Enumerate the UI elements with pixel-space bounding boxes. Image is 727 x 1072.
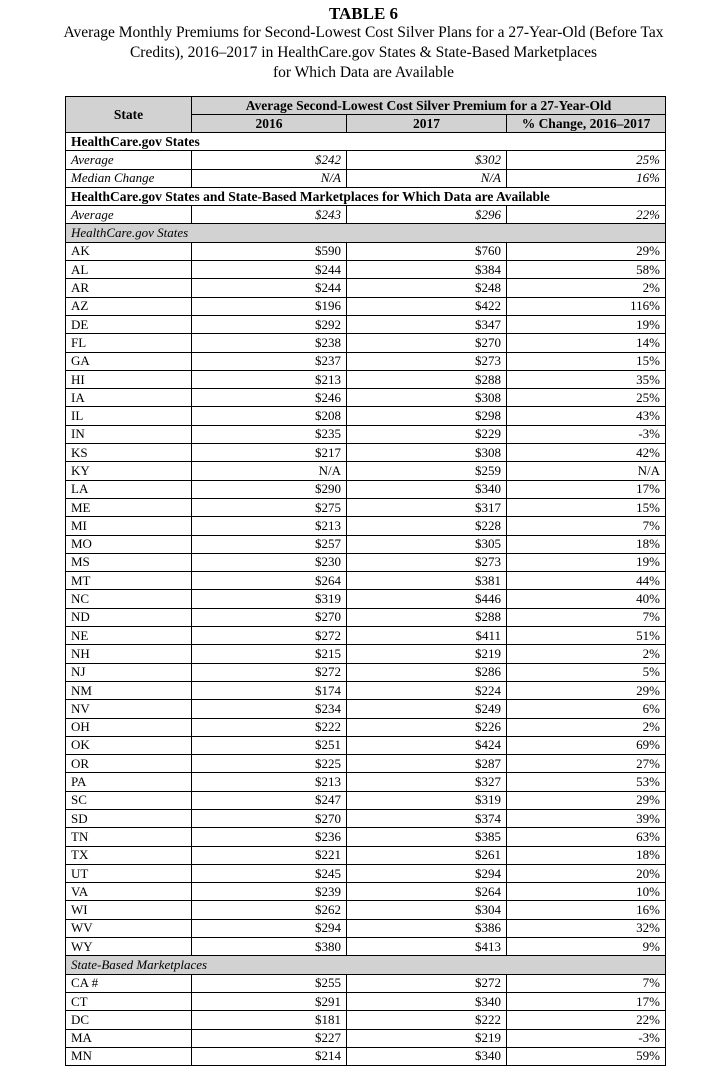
state-cell: OR (66, 755, 192, 773)
value-2016: $262 (192, 901, 347, 919)
value-change: 51% (507, 627, 666, 645)
table-row (66, 315, 666, 333)
state-cell: MO (66, 535, 192, 553)
value-2016: N/A (192, 462, 347, 480)
value-2017: $261 (347, 846, 507, 864)
state-cell: NH (66, 645, 192, 663)
value-2016: $227 (192, 1029, 347, 1047)
value-2017: $302 (347, 151, 507, 169)
state-cell: IA (66, 389, 192, 407)
value-2017: $385 (347, 828, 507, 846)
value-2017: $294 (347, 864, 507, 882)
table-row (66, 791, 666, 809)
value-2017: $264 (347, 883, 507, 901)
table-header (66, 97, 666, 133)
value-change: 27% (507, 755, 666, 773)
value-2017: $305 (347, 535, 507, 553)
table-row (66, 279, 666, 297)
value-2017: $381 (347, 572, 507, 590)
state-cell: MA (66, 1029, 192, 1047)
state-cell: SC (66, 791, 192, 809)
table-row (66, 389, 666, 407)
value-2016: $174 (192, 681, 347, 699)
premium-group-header: Average Second-Lowest Cost Silver Premium for a 27-Year-Old (192, 97, 666, 115)
value-2017: $259 (347, 462, 507, 480)
value-change: 17% (507, 992, 666, 1010)
table-row (66, 407, 666, 425)
value-2016: $225 (192, 755, 347, 773)
value-change: 29% (507, 242, 666, 260)
subsection-row (66, 956, 666, 974)
table-row (66, 517, 666, 535)
value-2016: $237 (192, 352, 347, 370)
value-2017: $287 (347, 755, 507, 773)
value-2017: $760 (347, 242, 507, 260)
value-2017: $229 (347, 425, 507, 443)
value-2017: $411 (347, 627, 507, 645)
table-row (66, 261, 666, 279)
subtitle-line: Credits), 2016–2017 in HealthCare.gov States & State-Based Marketplaces (129, 44, 598, 61)
table-row (66, 681, 666, 699)
value-change: 39% (507, 809, 666, 827)
state-cell: OK (66, 736, 192, 754)
value-change: 15% (507, 352, 666, 370)
value-2016: $222 (192, 718, 347, 736)
value-2017: $219 (347, 1029, 507, 1047)
table-row (66, 535, 666, 553)
state-cell: AR (66, 279, 192, 297)
value-2016: $181 (192, 1011, 347, 1029)
value-change: 22% (507, 206, 666, 224)
header-row (66, 97, 666, 115)
state-cell: LA (66, 480, 192, 498)
value-change: 58% (507, 261, 666, 279)
value-2016: $272 (192, 627, 347, 645)
state-cell: TN (66, 828, 192, 846)
state-cell: CT (66, 992, 192, 1010)
value-change: 35% (507, 370, 666, 388)
summary-row (66, 169, 666, 187)
state-cell: SD (66, 809, 192, 827)
value-2017: $374 (347, 809, 507, 827)
value-2017: $319 (347, 791, 507, 809)
value-2016: $230 (192, 553, 347, 571)
state-cell: NJ (66, 663, 192, 681)
value-2016: $590 (192, 242, 347, 260)
table-title: TABLE 6 (328, 4, 399, 23)
value-change: 42% (507, 444, 666, 462)
state-cell: ME (66, 498, 192, 516)
value-2016: $217 (192, 444, 347, 462)
value-change: 44% (507, 572, 666, 590)
value-2016: $272 (192, 663, 347, 681)
value-change: 17% (507, 480, 666, 498)
subtitle-line: Average Monthly Premiums for Second-Lowest Cost Silver Plans for a 27-Year-Old (Before Tax (63, 24, 664, 41)
state-cell: NM (66, 681, 192, 699)
section-row (66, 187, 666, 205)
value-2017: $340 (347, 1047, 507, 1065)
value-2016: $247 (192, 791, 347, 809)
value-2016: $244 (192, 261, 347, 279)
value-change: 18% (507, 846, 666, 864)
summary-row (66, 151, 666, 169)
value-2016: $196 (192, 297, 347, 315)
state-cell: OH (66, 718, 192, 736)
state-cell: MT (66, 572, 192, 590)
state-cell: AK (66, 242, 192, 260)
value-change: 29% (507, 681, 666, 699)
table-row (66, 1029, 666, 1047)
row-label: Median Change (66, 169, 192, 187)
table-row (66, 718, 666, 736)
table-row (66, 425, 666, 443)
value-change: -3% (507, 425, 666, 443)
table-row (66, 663, 666, 681)
value-2017: $446 (347, 590, 507, 608)
value-2017: $304 (347, 901, 507, 919)
column-header-2017: 2017 (347, 115, 507, 133)
value-change: 7% (507, 974, 666, 992)
table-row (66, 1047, 666, 1065)
value-2017: $424 (347, 736, 507, 754)
value-2017: $288 (347, 370, 507, 388)
value-change: 29% (507, 791, 666, 809)
value-2016: $235 (192, 425, 347, 443)
table-row (66, 736, 666, 754)
state-column-header: State (66, 97, 192, 133)
value-2017: $219 (347, 645, 507, 663)
value-2016: $213 (192, 773, 347, 791)
table-row (66, 864, 666, 882)
value-2016: $257 (192, 535, 347, 553)
value-change: 20% (507, 864, 666, 882)
value-2017: $273 (347, 553, 507, 571)
value-change: -3% (507, 1029, 666, 1047)
table-row (66, 883, 666, 901)
value-change: 19% (507, 553, 666, 571)
value-change: 16% (507, 169, 666, 187)
table-row (66, 462, 666, 480)
table-row (66, 700, 666, 718)
value-2017: $228 (347, 517, 507, 535)
state-cell: KS (66, 444, 192, 462)
state-based-marketplaces-body (66, 974, 666, 1065)
value-2016: $238 (192, 334, 347, 352)
value-2016: $213 (192, 517, 347, 535)
state-cell: MI (66, 517, 192, 535)
subsection-heading-state-based-marketplaces: State-Based Marketplaces (66, 956, 666, 974)
value-2016: $319 (192, 590, 347, 608)
table-row (66, 370, 666, 388)
table-row (66, 608, 666, 626)
state-cell: TX (66, 846, 192, 864)
value-2016: $290 (192, 480, 347, 498)
summary-row (66, 206, 666, 224)
value-2017: $288 (347, 608, 507, 626)
value-2016: $208 (192, 407, 347, 425)
value-change: 59% (507, 1047, 666, 1065)
value-change: 15% (507, 498, 666, 516)
subsection-heading-healthcare-gov-states: HealthCare.gov States (66, 224, 666, 242)
state-cell: AZ (66, 297, 192, 315)
row-label: Average (66, 206, 192, 224)
value-2016: $243 (192, 206, 347, 224)
table-row (66, 901, 666, 919)
value-2017: $340 (347, 992, 507, 1010)
value-change: 18% (507, 535, 666, 553)
value-2016: $264 (192, 572, 347, 590)
section-heading-healthcare-gov: HealthCare.gov States (66, 133, 666, 151)
state-cell: WV (66, 919, 192, 937)
value-change: 69% (507, 736, 666, 754)
table-row (66, 846, 666, 864)
state-cell: FL (66, 334, 192, 352)
value-2016: $215 (192, 645, 347, 663)
value-change: 25% (507, 151, 666, 169)
value-2016: $214 (192, 1047, 347, 1065)
value-2016: $221 (192, 846, 347, 864)
subtitle-line: for Which Data are Available (272, 64, 455, 81)
value-2017: $224 (347, 681, 507, 699)
table-row (66, 919, 666, 937)
table-row (66, 480, 666, 498)
state-cell: CA # (66, 974, 192, 992)
value-change: 16% (507, 901, 666, 919)
value-2016: $270 (192, 809, 347, 827)
sbm-label-body (66, 956, 666, 974)
value-2016: $246 (192, 389, 347, 407)
state-cell: AL (66, 261, 192, 279)
table-row (66, 828, 666, 846)
premiums-table (65, 96, 666, 1066)
state-cell: NE (66, 627, 192, 645)
value-2016: $380 (192, 938, 347, 956)
value-2017: $413 (347, 938, 507, 956)
table-subtitle (0, 23, 727, 83)
state-cell: IL (66, 407, 192, 425)
value-2016: $255 (192, 974, 347, 992)
value-change: 40% (507, 590, 666, 608)
value-change: 22% (507, 1011, 666, 1029)
table-row (66, 352, 666, 370)
state-cell: DC (66, 1011, 192, 1029)
value-2017: $340 (347, 480, 507, 498)
table-row (66, 498, 666, 516)
state-cell: NV (66, 700, 192, 718)
value-change: 25% (507, 389, 666, 407)
table-row (66, 809, 666, 827)
value-2016: $270 (192, 608, 347, 626)
state-cell: VA (66, 883, 192, 901)
state-cell: HI (66, 370, 192, 388)
state-cell: UT (66, 864, 192, 882)
state-cell: ND (66, 608, 192, 626)
state-cell: WY (66, 938, 192, 956)
value-change: 2% (507, 645, 666, 663)
table-row (66, 553, 666, 571)
state-cell: WI (66, 901, 192, 919)
state-cell: DE (66, 315, 192, 333)
row-label: Average (66, 151, 192, 169)
value-change: 5% (507, 663, 666, 681)
value-2016: $234 (192, 700, 347, 718)
table-row (66, 992, 666, 1010)
value-2017: $308 (347, 444, 507, 462)
state-cell: GA (66, 352, 192, 370)
section-row (66, 133, 666, 151)
value-change: 2% (507, 718, 666, 736)
section-heading-all-states: HealthCare.gov States and State-Based Marketplaces for Which Data are Available (66, 187, 666, 205)
table-row (66, 297, 666, 315)
value-2017: $386 (347, 919, 507, 937)
value-2017: $286 (347, 663, 507, 681)
value-2017: $226 (347, 718, 507, 736)
value-2017: $384 (347, 261, 507, 279)
table-row (66, 590, 666, 608)
value-change: 6% (507, 700, 666, 718)
value-2017: $248 (347, 279, 507, 297)
value-change: 116% (507, 297, 666, 315)
value-2017: $317 (347, 498, 507, 516)
value-2016: $213 (192, 370, 347, 388)
value-2016: N/A (192, 169, 347, 187)
state-cell: MS (66, 553, 192, 571)
subsection-row (66, 224, 666, 242)
value-2017: N/A (347, 169, 507, 187)
value-2017: $249 (347, 700, 507, 718)
value-2017: $327 (347, 773, 507, 791)
value-2016: $291 (192, 992, 347, 1010)
value-change: 53% (507, 773, 666, 791)
value-2016: $275 (192, 498, 347, 516)
value-2017: $222 (347, 1011, 507, 1029)
value-2017: $308 (347, 389, 507, 407)
value-change: 7% (507, 517, 666, 535)
table-row (66, 572, 666, 590)
table-row (66, 242, 666, 260)
table-row (66, 755, 666, 773)
table-row (66, 334, 666, 352)
state-cell: MN (66, 1047, 192, 1065)
value-2017: $273 (347, 352, 507, 370)
column-header-2016: 2016 (192, 115, 347, 133)
state-cell: PA (66, 773, 192, 791)
table-row (66, 773, 666, 791)
state-cell: NC (66, 590, 192, 608)
state-cell: KY (66, 462, 192, 480)
value-2017: $422 (347, 297, 507, 315)
value-2016: $244 (192, 279, 347, 297)
value-change: 19% (507, 315, 666, 333)
value-2016: $239 (192, 883, 347, 901)
table-row (66, 645, 666, 663)
summary-body (66, 133, 666, 243)
state-cell: IN (66, 425, 192, 443)
value-change: 43% (507, 407, 666, 425)
value-2016: $245 (192, 864, 347, 882)
value-2017: $298 (347, 407, 507, 425)
table-row (66, 627, 666, 645)
table-row (66, 974, 666, 992)
value-change: 10% (507, 883, 666, 901)
value-2017: $347 (347, 315, 507, 333)
healthcare-gov-states-body (66, 242, 666, 956)
value-change: 32% (507, 919, 666, 937)
table-row (66, 1011, 666, 1029)
value-2017: $272 (347, 974, 507, 992)
value-2016: $236 (192, 828, 347, 846)
value-2017: $296 (347, 206, 507, 224)
value-change: 14% (507, 334, 666, 352)
value-2016: $294 (192, 919, 347, 937)
value-2016: $242 (192, 151, 347, 169)
value-change: N/A (507, 462, 666, 480)
column-header-change: % Change, 2016–2017 (507, 115, 666, 133)
value-change: 63% (507, 828, 666, 846)
value-2016: $292 (192, 315, 347, 333)
value-change: 2% (507, 279, 666, 297)
value-2016: $251 (192, 736, 347, 754)
value-2017: $270 (347, 334, 507, 352)
value-change: 9% (507, 938, 666, 956)
table-row (66, 444, 666, 462)
table-row (66, 938, 666, 956)
value-change: 7% (507, 608, 666, 626)
